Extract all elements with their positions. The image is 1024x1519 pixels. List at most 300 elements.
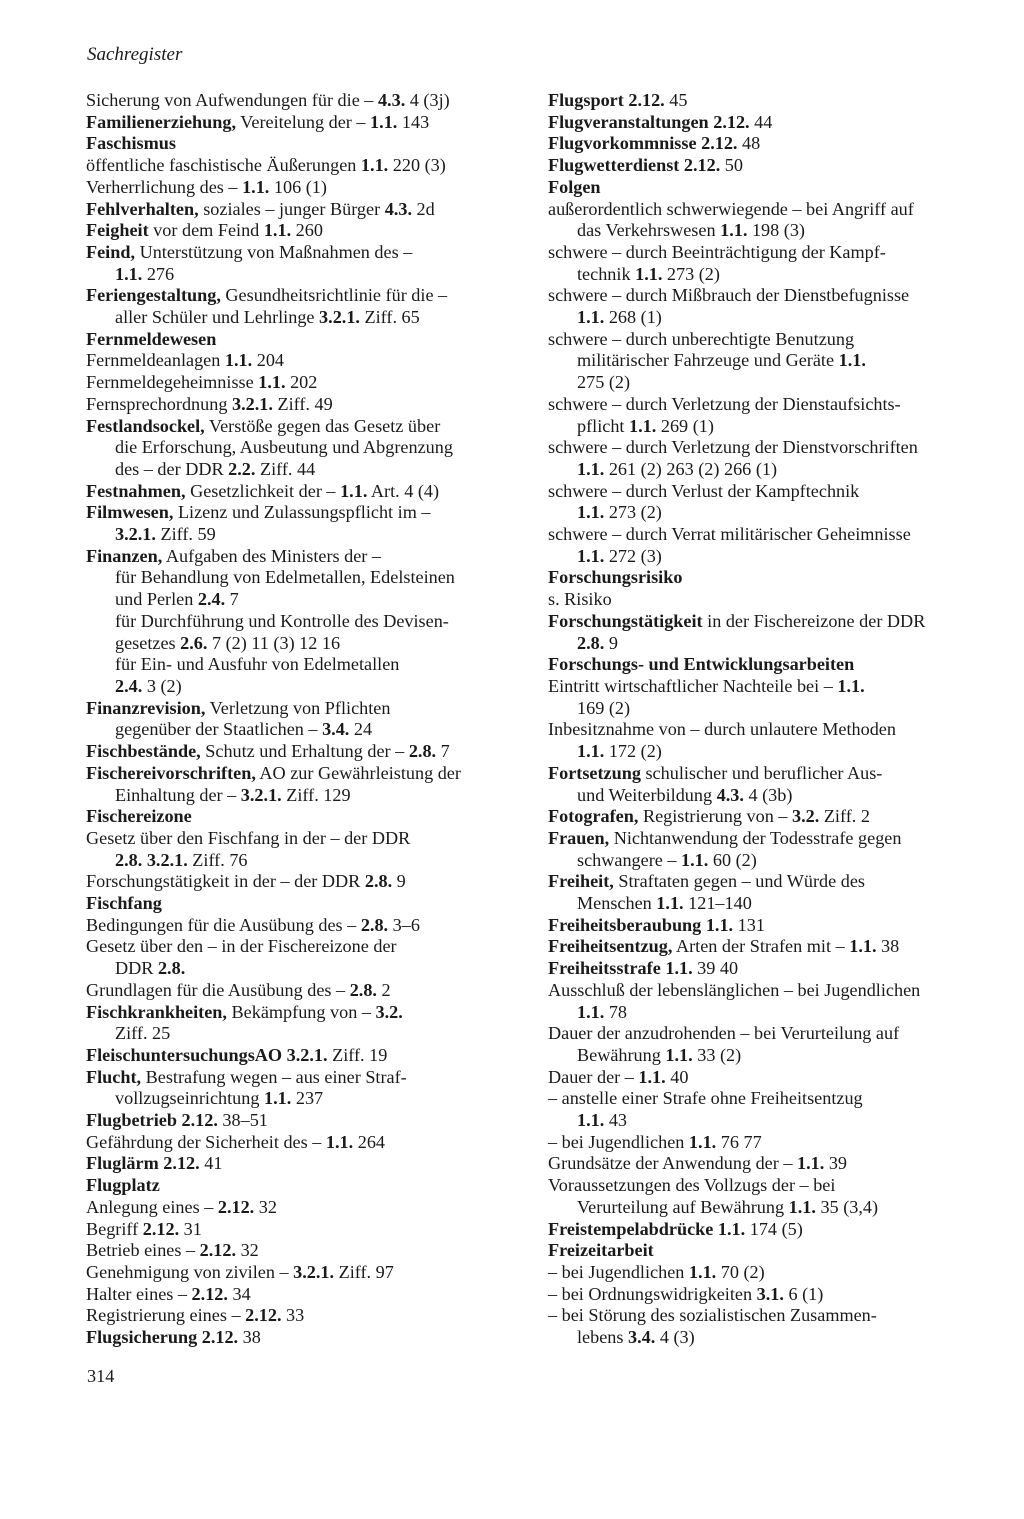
index-text: schwangere –: [577, 849, 682, 870]
index-ref-bold: Forschungstätigkeit: [548, 610, 703, 631]
index-line: [86, 437, 526, 459]
index-text: vor dem Feind: [148, 220, 264, 241]
index-line: [548, 806, 988, 828]
index-text: 121–140: [683, 893, 752, 914]
index-ref-bold: 1.1.: [629, 415, 657, 436]
index-text: Sicherung von Aufwendungen für die –: [86, 90, 378, 110]
index-text: 78: [604, 1001, 628, 1022]
index-ref-bold: Flucht,: [86, 1066, 142, 1087]
index-text: Gesetz über den – in der Fischereizone der: [86, 936, 397, 957]
index-line: [86, 633, 526, 655]
index-ref-bold: Freizeitarbeit: [548, 1240, 654, 1261]
index-ref-bold: 1.1.: [242, 176, 270, 197]
index-ref-bold: 3.2.: [791, 806, 820, 827]
index-line: [548, 372, 988, 394]
index-text: vollzugseinrichtung: [115, 1088, 265, 1109]
index-text: öffentliche faschistische Äußerungen: [86, 155, 361, 176]
index-ref-bold: 1.1.: [849, 936, 877, 957]
index-line: [86, 589, 526, 611]
index-text: und Weiterbildung: [577, 784, 717, 805]
index-text: 7 (2) 11 (3) 12 16: [207, 632, 341, 653]
index-line: [86, 1284, 526, 1306]
index-ref-bold: Forschungsrisiko: [548, 567, 683, 588]
index-ref-bold: Fernmeldewesen: [86, 328, 217, 349]
index-line: [86, 1153, 526, 1175]
index-text: 48: [737, 133, 761, 154]
index-line: [548, 502, 988, 524]
index-text: 269 (1): [656, 415, 714, 436]
index-text: Dauer der anzudrohenden – bei Verurteilung auf: [548, 1023, 900, 1044]
index-text: 40: [665, 1066, 689, 1087]
index-line: [548, 871, 988, 893]
index-line: [86, 698, 526, 720]
index-ref-bold: 2.8.: [364, 871, 393, 892]
index-line: [86, 611, 526, 633]
index-line: [86, 1002, 526, 1024]
index-text: lebens: [577, 1327, 629, 1348]
index-ref-bold: 1.1.: [577, 458, 605, 479]
index-line: [548, 133, 988, 155]
index-text: 273 (2): [604, 502, 662, 523]
index-text: Straftaten gegen – und Würde des: [613, 871, 866, 892]
index-ref-bold: 3.2.1.: [231, 393, 273, 414]
index-text: Bewährung: [577, 1044, 666, 1065]
index-ref-bold: Festnahmen,: [86, 480, 186, 501]
index-ref-bold: 1.1.: [577, 502, 605, 523]
index-line: [86, 459, 526, 481]
index-text: Registrierung von –: [638, 806, 792, 827]
index-text: 198 (3): [747, 220, 805, 241]
index-text: Bekämpfung von –: [226, 1001, 376, 1022]
index-text: des – der DDR: [115, 458, 229, 479]
index-text: Verurteilung auf Bewährung: [577, 1196, 789, 1217]
index-text: Forschungstätigkeit in der – der DDR: [86, 871, 365, 892]
index-line: [548, 285, 988, 307]
index-text: Menschen: [577, 893, 657, 914]
index-ref-bold: 3.2.1.: [240, 784, 282, 805]
index-text: militärischer Fahrzeuge und Geräte: [577, 350, 839, 371]
index-ref-bold: 2.8.: [408, 741, 437, 762]
index-line: [548, 785, 988, 807]
index-text: Gesetz über den Fischfang in der – der DDR: [86, 827, 411, 848]
index-text: 169 (2): [577, 697, 631, 718]
index-line: [86, 871, 526, 893]
index-text: schwere – durch unberechtigte Benutzung: [548, 328, 855, 349]
index-text: 6 (1): [783, 1283, 824, 1304]
index-text: 35 (3,4): [815, 1196, 879, 1217]
index-ref-bold: 2.8.: [349, 979, 377, 1000]
index-text: 143: [397, 111, 430, 132]
index-text: – bei Störung des sozialistischen Zusammen-: [548, 1305, 877, 1326]
index-text: schwere – durch Verletzung der Dienstaufsichts-: [548, 393, 901, 414]
index-line: [548, 1153, 988, 1175]
index-text: gegenüber der Staatlichen –: [115, 719, 323, 740]
index-ref-bold: 3.1.: [756, 1283, 784, 1304]
index-line: [548, 1067, 988, 1089]
index-ref-bold: 1.1.: [577, 545, 605, 566]
index-text: das Verkehrswesen: [577, 220, 721, 241]
index-ref-bold: 2.4.: [197, 589, 226, 610]
index-ref-bold: Fischfang: [86, 893, 162, 914]
index-text: Ziff. 44: [255, 458, 316, 479]
index-text: Ziff. 19: [327, 1044, 388, 1065]
index-line: [86, 1023, 526, 1045]
index-text: die Erforschung, Ausbeutung und Abgrenzung: [115, 437, 453, 458]
index-line: [548, 828, 988, 850]
index-ref-bold: 2.2.: [228, 458, 256, 479]
index-ref-bold: 3.4.: [628, 1327, 656, 1348]
index-text: 275 (2): [577, 372, 631, 393]
index-line: [548, 1327, 988, 1349]
index-line: [86, 1240, 526, 1262]
index-ref-bold: Faschismus: [86, 133, 176, 154]
index-text: gesetzes: [115, 632, 181, 653]
index-line: [548, 936, 988, 958]
index-line: [548, 1219, 988, 1241]
index-ref-bold: 1.1.: [837, 675, 865, 696]
index-ref-bold: Frauen,: [548, 827, 610, 848]
index-text: 7: [225, 589, 239, 610]
index-ref-bold: Finanzen,: [86, 545, 163, 566]
index-text: Vereitelung der –: [236, 111, 371, 132]
index-ref-bold: 1.1.: [577, 307, 605, 328]
index-line: [86, 893, 526, 915]
index-line: [86, 546, 526, 568]
index-line: [86, 199, 526, 221]
index-line: [548, 1305, 988, 1327]
index-ref-bold: 2.12.: [142, 1218, 180, 1239]
index-ref-bold: 1.1.: [370, 111, 398, 132]
index-text: Genehmigung von zivilen –: [86, 1261, 294, 1282]
index-text: Ziff. 2: [819, 806, 870, 827]
index-ref-bold: FleischuntersuchungsAO: [86, 1044, 283, 1065]
index-text: schwere – durch Verrat militärischer Geheimnisse: [548, 524, 911, 545]
index-line: [548, 1240, 988, 1262]
index-line: [548, 1110, 988, 1132]
index-ref-bold: 2.8.: [577, 632, 605, 653]
index-text: 34: [227, 1283, 251, 1304]
index-text: AO zur Gewährleistung der: [255, 762, 461, 783]
index-text: für Durchführung und Kontrolle des Devisen-: [115, 610, 449, 631]
index-text: 237: [291, 1088, 324, 1109]
index-text: Lizenz und Zulassungspflicht im –: [173, 502, 431, 523]
index-text: 9: [604, 632, 618, 653]
index-line: [548, 1002, 988, 1024]
index-line: [548, 654, 988, 676]
index-ref-bold: 2.12.: [201, 1327, 239, 1348]
index-ref-bold: Fischbestände,: [86, 741, 201, 762]
index-ref-bold: Fischereivorschriften,: [86, 762, 256, 783]
index-text: 220 (3): [388, 155, 446, 176]
index-ref-bold: 1.1.: [788, 1196, 816, 1217]
index-line: [548, 589, 988, 611]
index-line: [548, 1197, 988, 1219]
index-ref-bold: 1.1.: [264, 1088, 292, 1109]
index-text: Arten der Strafen mit –: [672, 936, 850, 957]
index-line: [548, 1175, 988, 1197]
index-text: Einhaltung der –: [115, 784, 241, 805]
index-text: 70 (2): [716, 1261, 765, 1282]
index-line: [548, 112, 988, 134]
index-ref-bold: Flugsicherung: [86, 1327, 198, 1348]
index-ref-bold: Fehlverhalten,: [86, 198, 199, 219]
index-text: Fernmeldegeheimnisse: [86, 372, 259, 393]
index-line: [86, 220, 526, 242]
index-ref-bold: 4.3.: [384, 198, 412, 219]
index-text: 3 (2): [142, 675, 182, 696]
index-text: Gesetzlichkeit der –: [185, 480, 341, 501]
index-text: 276: [142, 263, 175, 284]
index-line: [548, 90, 988, 112]
index-ref-bold: 1.1.: [325, 1131, 354, 1152]
index-text: 24: [349, 719, 373, 740]
index-text: 264: [353, 1131, 386, 1152]
index-text: Dauer der –: [548, 1066, 639, 1087]
index-text: Anlegung eines –: [86, 1196, 218, 1217]
index-ref-bold: Forschungs- und Entwicklungsarbeiten: [548, 654, 855, 675]
index-ref-bold: Freiheitsstrafe: [548, 958, 661, 979]
index-ref-bold: Familienerziehung,: [86, 111, 237, 132]
page-number: 314: [87, 1366, 115, 1386]
index-text: – bei Jugendlichen: [548, 1261, 689, 1282]
index-line: [548, 220, 988, 242]
index-ref-bold: Freiheit,: [548, 871, 614, 892]
index-line: [548, 481, 988, 503]
index-text: Inbesitznahme von – durch unlautere Methoden: [548, 719, 896, 740]
index-line: [86, 785, 526, 807]
index-line: [548, 329, 988, 351]
index-text: 172 (2): [604, 741, 662, 762]
index-ref-bold: 2.12.: [199, 1240, 237, 1261]
index-text: in der Fischereizone der DDR: [702, 610, 926, 631]
index-ref-bold: Flugbetrieb: [86, 1110, 177, 1131]
index-ref-bold: 1.1.: [258, 372, 286, 393]
index-line: [548, 155, 988, 177]
index-ref-bold: 2.12.: [181, 1110, 218, 1131]
index-text: 38: [238, 1327, 261, 1348]
index-line: [86, 264, 526, 286]
index-line: [86, 350, 526, 372]
index-text: 204: [252, 350, 284, 371]
index-ref-bold: 2.8.: [157, 958, 186, 979]
index-text: s. Risiko: [548, 589, 612, 610]
index-line: [86, 1327, 526, 1349]
index-ref-bold: Flugsport: [548, 90, 624, 110]
index-line: [86, 1219, 526, 1241]
index-line: [86, 850, 526, 872]
index-text: 44: [749, 111, 773, 132]
index-text: schwere – durch Verlust der Kampftechnik: [548, 480, 860, 501]
index-text: Ausschluß der lebenslänglichen – bei Jugendlichen: [548, 979, 921, 1000]
index-text: Gesundheitsrichtlinie für die –: [220, 285, 448, 306]
index-ref-bold: Fluglärm: [86, 1153, 159, 1174]
index-text: technik: [577, 263, 636, 284]
running-head: Sachregister: [87, 44, 183, 65]
index-ref-bold: 1.1.: [797, 1153, 825, 1174]
index-text: Aufgaben des Ministers der –: [162, 545, 382, 566]
index-line: [548, 980, 988, 1002]
index-text: 9: [392, 871, 406, 892]
index-line: [86, 329, 526, 351]
index-line: [548, 958, 988, 980]
index-text: – bei Ordnungswidrigkeiten: [548, 1283, 757, 1304]
index-ref-bold: 1.1.: [224, 350, 253, 371]
index-line: [86, 524, 526, 546]
index-ref-bold: 3.2.1.: [286, 1044, 328, 1065]
index-line: [548, 1262, 988, 1284]
index-text: Ziff. 97: [334, 1261, 394, 1282]
index-ref-bold: 1.1.: [838, 350, 866, 371]
index-text: 32: [254, 1196, 277, 1217]
index-text: schwere – durch Beeinträchtigung der Kampf-: [548, 241, 886, 262]
index-line: [86, 1110, 526, 1132]
index-line: [86, 567, 526, 589]
index-line: [86, 177, 526, 199]
index-text: außerordentlich schwerwiegende – bei Angriff auf: [548, 198, 914, 219]
index-text: 268 (1): [604, 307, 662, 328]
index-line: [86, 307, 526, 329]
index-text: soziales – junger Bürger: [198, 198, 385, 219]
index-line: [86, 958, 526, 980]
index-line: [548, 741, 988, 763]
index-ref-bold: 3.2.1.: [319, 307, 360, 328]
index-text: Verstöße gegen das Gesetz über: [204, 415, 441, 436]
index-ref-bold: Feigheit: [86, 220, 149, 241]
index-ref-bold: 1.1.: [577, 1001, 605, 1022]
index-text: 106 (1): [269, 176, 327, 197]
index-ref-bold: Festlandsockel,: [86, 415, 205, 436]
index-ref-bold: 2.12.: [683, 155, 721, 176]
index-text: – anstelle einer Strafe ohne Freiheitsentzug: [548, 1088, 863, 1109]
index-line: [86, 1262, 526, 1284]
index-text: Ziff. 129: [281, 784, 351, 805]
index-text: 4 (3b): [743, 784, 793, 805]
index-line: [86, 1045, 526, 1067]
index-text: Schutz und Erhaltung der –: [200, 741, 409, 762]
index-ref-bold: Folgen: [548, 176, 601, 197]
index-ref-bold: 1.1.: [688, 1261, 717, 1282]
index-line: [548, 1023, 988, 1045]
index-ref-bold: 1.1.: [681, 849, 709, 870]
index-text: – bei Jugendlichen: [548, 1131, 689, 1152]
index-text: 260: [291, 220, 323, 241]
index-line: [548, 242, 988, 264]
index-text: Verletzung von Pflichten: [205, 697, 391, 718]
index-line: [86, 676, 526, 698]
index-text: schwere – durch Mißbrauch der Dienstbefugnisse: [548, 285, 910, 306]
index-text: Eintritt wirtschaftlicher Nachteile bei –: [548, 675, 838, 696]
index-text: Ziff. 65: [359, 307, 420, 328]
index-ref-bold: 1.1.: [656, 893, 684, 914]
index-ref-bold: 2.12.: [628, 90, 665, 110]
index-line: [86, 1088, 526, 1110]
index-line: [548, 350, 988, 372]
index-ref-bold: 4.3.: [716, 784, 744, 805]
index-line: [548, 199, 988, 221]
index-line: [86, 1175, 526, 1197]
index-line: [548, 307, 988, 329]
index-line: [548, 437, 988, 459]
index-line: [86, 242, 526, 264]
index-line: [86, 416, 526, 438]
index-ref-bold: 1.1.: [688, 1131, 717, 1152]
index-line: [86, 133, 526, 155]
index-text: 33: [281, 1305, 305, 1326]
index-text: Voraussetzungen des Vollzugs der – bei: [548, 1175, 836, 1196]
index-ref-bold: Flugwetterdienst: [548, 155, 680, 176]
index-line: [548, 546, 988, 568]
index-line: [548, 698, 988, 720]
index-ref-bold: 3.4.: [322, 719, 350, 740]
index-line: [86, 654, 526, 676]
index-text: Grundsätze der Anwendung der –: [548, 1153, 797, 1174]
index-ref-bold: 1.1.: [665, 1044, 693, 1065]
index-ref-bold: 1.1.: [720, 220, 748, 241]
index-text: Ziff. 25: [115, 1023, 171, 1044]
index-line: [86, 481, 526, 503]
index-line: [548, 763, 988, 785]
index-text: Gefährdung der Sicherheit des –: [86, 1131, 326, 1152]
index-text: Bestrafung wegen – aus einer Straf-: [141, 1066, 407, 1087]
index-ref-bold: Fotografen,: [548, 806, 639, 827]
index-text: schulischer und beruflicher Aus-: [640, 762, 883, 783]
index-ref-bold: 2.6.: [180, 632, 208, 653]
index-text: 261 (2) 263 (2) 266 (1): [604, 458, 778, 479]
index-line: [86, 285, 526, 307]
index-text: 60 (2): [708, 849, 757, 870]
index-text: Nichtanwendung der Todesstrafe gegen: [609, 827, 902, 848]
index-line: [86, 763, 526, 785]
index-text: Fernmeldeanlagen: [86, 350, 225, 371]
index-text: 272 (3): [604, 545, 662, 566]
index-text: Art. 4 (4): [367, 480, 440, 501]
index-ref-bold: 1.1.: [340, 480, 368, 501]
index-ref-bold: Freiheitsentzug,: [548, 936, 673, 957]
index-ref-bold: 3.2.: [375, 1001, 403, 1022]
index-ref-bold: 2.12.: [713, 111, 750, 132]
index-text: 7: [436, 741, 450, 762]
index-line: [86, 155, 526, 177]
index-text: Ziff. 59: [155, 524, 216, 545]
index-line: [86, 980, 526, 1002]
index-ref-bold: 1.1.: [360, 155, 389, 176]
index-line: [86, 1305, 526, 1327]
index-ref-bold: Feind,: [86, 241, 136, 262]
index-text: 76 77: [716, 1131, 762, 1152]
index-text: Halter eines –: [86, 1283, 192, 1304]
index-ref-bold: 1.1.: [665, 958, 693, 979]
index-line: [548, 850, 988, 872]
index-line: [86, 90, 526, 112]
index-line: [86, 372, 526, 394]
index-ref-bold: Finanzrevision,: [86, 697, 206, 718]
index-text: DDR: [115, 958, 158, 979]
index-ref-bold: 1.1.: [263, 220, 292, 241]
index-line: [86, 1132, 526, 1154]
index-text: 33 (2): [692, 1044, 742, 1065]
index-text: 50: [720, 155, 743, 176]
index-text: Grundlagen für die Ausübung des –: [86, 979, 350, 1000]
index-ref-bold: 1.1.: [577, 741, 605, 762]
index-ref-bold: Flugplatz: [86, 1175, 160, 1196]
index-line: [548, 1088, 988, 1110]
index-text: Bedingungen für die Ausübung des –: [86, 914, 361, 935]
index-text: 38–51: [217, 1110, 268, 1131]
index-text: Verherrlichung des –: [86, 176, 243, 197]
index-text: 32: [236, 1240, 259, 1261]
index-text: 39: [824, 1153, 848, 1174]
index-text: und Perlen: [115, 589, 198, 610]
